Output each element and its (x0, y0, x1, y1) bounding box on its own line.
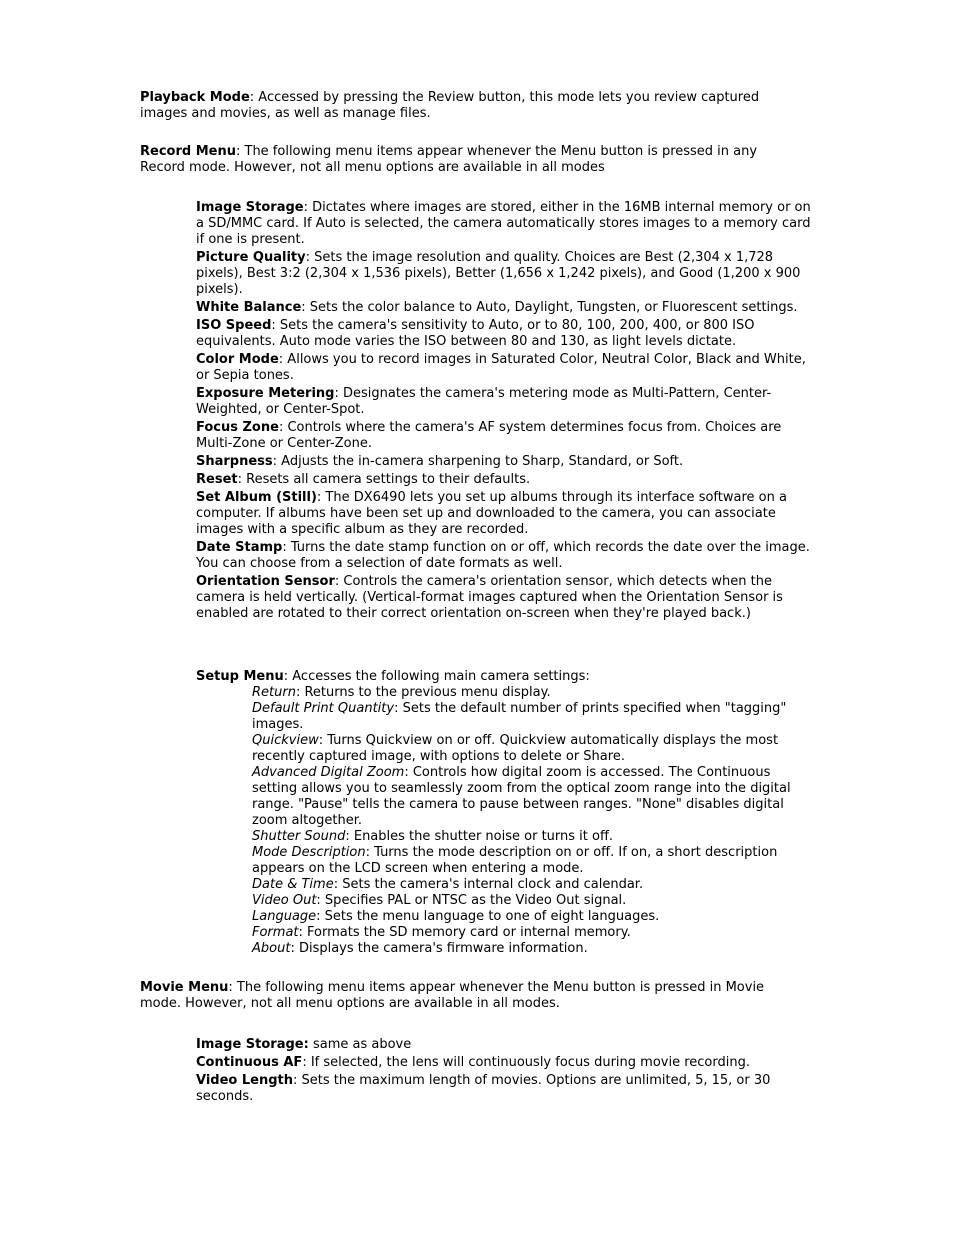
movie-item-image-storage (196, 1037, 796, 1053)
setup-item-term: Advanced Digital Zoom (252, 765, 405, 780)
record-menu-paragraph (140, 144, 800, 176)
record-item-term: Image Storage (196, 200, 304, 215)
movie-item-term: Image Storage: (196, 1037, 309, 1052)
setup-item-term: Default Print Quantity (252, 701, 395, 716)
record-item-desc: : Designates the camera's metering mode as Multi-Pattern, Center-Weighted, or Center-Spot. (196, 386, 772, 417)
movie-item-desc: : Sets the maximum length of movies. Options are unlimited, 5, 15, or 30 seconds. (196, 1073, 771, 1104)
playback-mode-term: Playback Mode (140, 90, 250, 105)
record-item-term: Reset (196, 472, 238, 487)
setup-item-video-out (252, 893, 812, 909)
record-item-term: Sharpness (196, 454, 273, 469)
setup-item-term: Return (252, 685, 296, 700)
setup-item-desc: : Returns to the previous menu display. (295, 685, 551, 700)
setup-item-term: Language (252, 909, 317, 924)
record-menu-items (196, 200, 816, 624)
record-item-desc: : Controls the camera's orientation sensor, which detects when the camera is held vertically. (Vertical-format images captured when the Orientation Sensor is enabled are rotated to their correct orientation on-screen when they're played back.) (196, 574, 783, 621)
record-item-desc: : Sets the color balance to Auto, Daylight, Tungsten, or Fluorescent settings. (301, 300, 798, 315)
movie-item-continuous-af (196, 1055, 796, 1071)
record-item-desc: : Resets all camera settings to their defaults. (237, 472, 531, 487)
record-item-term: Picture Quality (196, 250, 306, 265)
setup-item-desc: : Displays the camera's firmware information. (290, 941, 588, 956)
setup-item-desc: : Formats the SD memory card or internal memory. (298, 925, 631, 940)
setup-item-desc: : Turns the mode description on or off. If on, a short description appears on the LCD screen when entering a mode. (252, 845, 778, 876)
record-item-image-storage (196, 200, 816, 248)
setup-menu-term: Setup Menu (196, 669, 284, 684)
record-item-desc: : The DX6490 lets you set up albums through its interface software on a computer. If albums have been set up and downloaded to the camera, you can associate images with a specific album as they are recorded. (196, 490, 787, 537)
movie-item-desc: same as above (308, 1037, 412, 1052)
record-item-term: Date Stamp (196, 540, 283, 555)
record-item-orientation-sensor (196, 574, 816, 622)
record-item-exposure-metering (196, 386, 816, 418)
setup-menu-desc: : Accesses the following main camera settings: (283, 669, 590, 684)
movie-item-video-length (196, 1073, 796, 1105)
setup-item-desc: : Turns Quickview on or off. Quickview automatically displays the most recently captured image, with options to delete or Share. (252, 733, 779, 764)
playback-mode-desc: : Accessed by pressing the Review button, this mode lets you review captured images and movies, as well as manage files. (140, 90, 760, 121)
setup-item-desc: : Controls how digital zoom is accessed. The Continuous setting allows you to seamlessly zoom from the optical zoom range into the digital range. "Pause" tells the camera to pause between ranges. "None" disables digital zoom altogether. (252, 765, 791, 828)
record-menu-term: Record Menu (140, 144, 236, 159)
record-item-desc: : Allows you to record images in Saturated Color, Neutral Color, Black and White, or Sepia tones. (196, 352, 806, 383)
setup-item-language (252, 909, 812, 925)
setup-item-term: Video Out (252, 893, 317, 908)
setup-item-about (252, 941, 812, 957)
setup-item-return (252, 685, 812, 701)
setup-item-desc: : Specifies PAL or NTSC as the Video Out signal. (316, 893, 627, 908)
record-item-term: Exposure Metering (196, 386, 335, 401)
movie-menu-desc: : The following menu items appear whenever the Menu button is pressed in Movie mode. However, not all menu options are available in all modes. (140, 980, 765, 1011)
playback-mode-paragraph (140, 90, 800, 122)
record-menu-desc: : The following menu items appear whenever the Menu button is pressed in any Record mode. However, not all menu options are available in all modes (140, 144, 758, 175)
setup-item-desc: : Sets the default number of prints specified when "tagging" images. (252, 701, 787, 732)
setup-item-mode-description (252, 845, 812, 877)
setup-item-term: Mode Description (252, 845, 366, 860)
setup-item-term: Shutter Sound (252, 829, 346, 844)
record-item-desc: : Sets the camera's sensitivity to Auto, or to 80, 100, 200, 400, or 800 ISO equivalents. Auto mode varies the ISO between 80 and 130, as light levels dictate. (196, 318, 755, 349)
record-item-term: White Balance (196, 300, 302, 315)
setup-item-date-time (252, 877, 812, 893)
movie-menu-items (196, 1037, 796, 1107)
record-item-desc: : Controls where the camera's AF system determines focus from. Choices are Multi-Zone or Center-Zone. (196, 420, 782, 451)
movie-item-term: Video Length (196, 1073, 293, 1088)
movie-item-desc: : If selected, the lens will continuously focus during movie recording. (302, 1055, 750, 1070)
movie-menu-paragraph (140, 980, 790, 1012)
record-item-color-mode (196, 352, 816, 384)
movie-menu-term: Movie Menu (140, 980, 229, 995)
record-item-term: Orientation Sensor (196, 574, 335, 589)
record-item-date-stamp (196, 540, 816, 572)
setup-item-term: Quickview (252, 733, 319, 748)
record-item-sharpness (196, 454, 816, 470)
record-item-picture-quality (196, 250, 816, 298)
record-item-desc: : Turns the date stamp function on or off, which records the date over the image. You can choose from a selection of date formats as well. (196, 540, 810, 571)
setup-item-default-print-quantity (252, 701, 812, 733)
setup-item-shutter-sound (252, 829, 812, 845)
setup-item-format (252, 925, 812, 941)
record-item-reset (196, 472, 816, 488)
record-item-set-album (196, 490, 816, 538)
record-item-term: Focus Zone (196, 420, 279, 435)
setup-menu-paragraph (196, 669, 816, 685)
setup-menu-items (252, 685, 812, 957)
record-item-term: Color Mode (196, 352, 279, 367)
setup-item-desc: : Enables the shutter noise or turns it off. (345, 829, 614, 844)
record-item-desc: : Dictates where images are stored, either in the 16MB internal memory or on a SD/MMC card. If Auto is selected, the camera automatically stores images to a memory card if one is present. (196, 200, 811, 247)
setup-item-advanced-digital-zoom (252, 765, 812, 829)
setup-item-term: Date & Time (252, 877, 334, 892)
record-item-white-balance (196, 300, 816, 316)
setup-item-desc: : Sets the menu language to one of eight languages. (316, 909, 660, 924)
record-item-term: Set Album (Still) (196, 490, 317, 505)
record-item-term: ISO Speed (196, 318, 272, 333)
setup-item-desc: : Sets the camera's internal clock and calendar. (333, 877, 644, 892)
setup-item-term: About (252, 941, 291, 956)
setup-item-quickview (252, 733, 812, 765)
setup-item-term: Format (252, 925, 299, 940)
record-item-focus-zone (196, 420, 816, 452)
record-item-desc: : Sets the image resolution and quality. Choices are Best (2,304 x 1,728 pixels), Best 3:2 (2,304 x 1,536 pixels), Better (1,656 x 1,242 pixels), and Good (1,200 x 900 pixels). (196, 250, 801, 297)
record-item-desc: : Adjusts the in-camera sharpening to Sharp, Standard, or Soft. (272, 454, 684, 469)
record-item-iso-speed (196, 318, 816, 350)
setup-menu-section (196, 669, 816, 957)
movie-item-term: Continuous AF (196, 1055, 303, 1070)
